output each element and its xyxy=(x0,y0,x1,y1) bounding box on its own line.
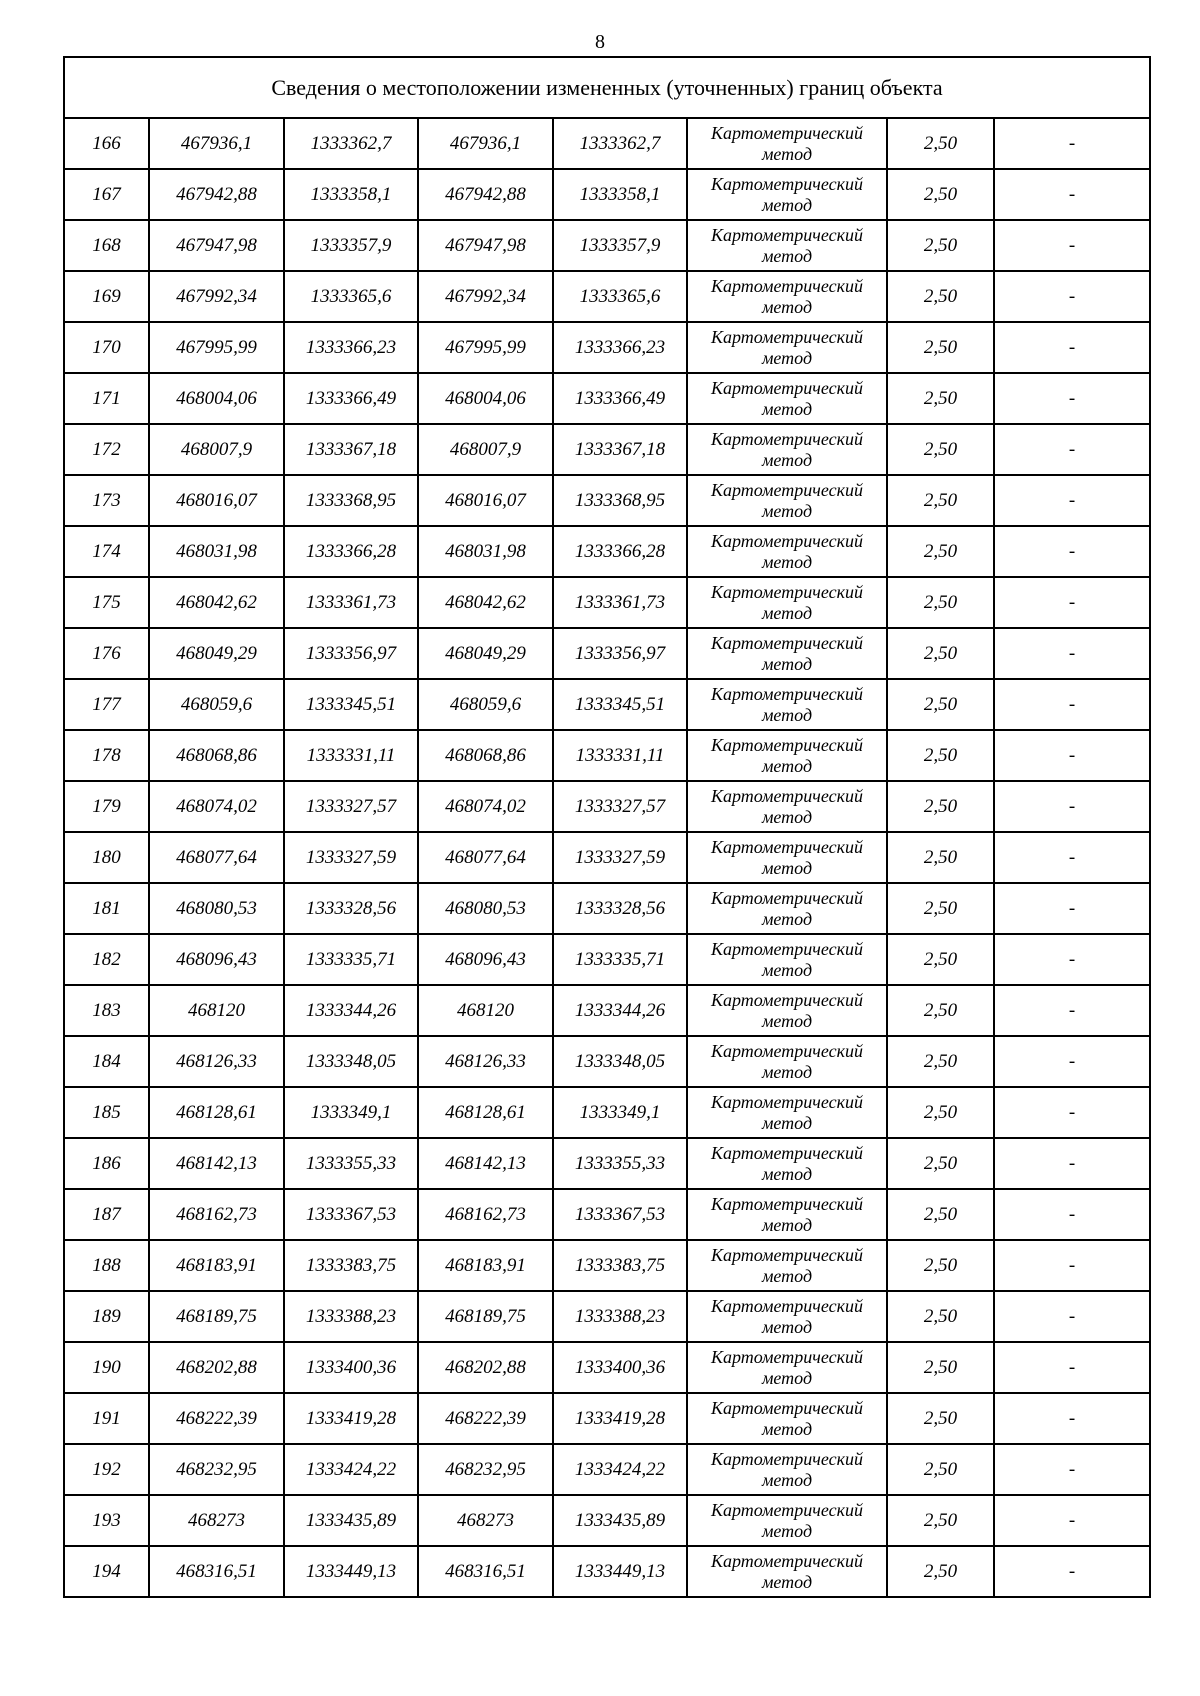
refined-y-cell: 1333327,57 xyxy=(553,781,687,832)
existing-y-cell: 1333348,05 xyxy=(284,1036,418,1087)
accuracy-cell: 2,50 xyxy=(887,985,994,1036)
existing-x-cell: 468142,13 xyxy=(149,1138,284,1189)
refined-y-cell: 1333368,95 xyxy=(553,475,687,526)
point-number-cell: 173 xyxy=(64,475,149,526)
table-row xyxy=(64,1495,1150,1546)
refined-x-cell: 468004,06 xyxy=(418,373,553,424)
existing-x-cell: 468222,39 xyxy=(149,1393,284,1444)
accuracy-cell: 2,50 xyxy=(887,883,994,934)
point-number-cell: 194 xyxy=(64,1546,149,1597)
existing-y-cell: 1333345,51 xyxy=(284,679,418,730)
point-number-cell: 186 xyxy=(64,1138,149,1189)
note-cell: - xyxy=(994,1138,1150,1189)
method-cell: Картометрический метод xyxy=(687,730,887,781)
point-number-cell: 187 xyxy=(64,1189,149,1240)
refined-x-cell: 468007,9 xyxy=(418,424,553,475)
table-row xyxy=(64,934,1150,985)
note-cell: - xyxy=(994,1444,1150,1495)
method-cell: Картометрический метод xyxy=(687,1036,887,1087)
method-cell: Картометрический метод xyxy=(687,1495,887,1546)
existing-y-cell: 1333358,1 xyxy=(284,169,418,220)
accuracy-cell: 2,50 xyxy=(887,1393,994,1444)
method-cell: Картометрический метод xyxy=(687,169,887,220)
refined-x-cell: 468126,33 xyxy=(418,1036,553,1087)
method-cell: Картометрический метод xyxy=(687,1342,887,1393)
existing-y-cell: 1333388,23 xyxy=(284,1291,418,1342)
table-row xyxy=(64,1189,1150,1240)
refined-x-cell: 468316,51 xyxy=(418,1546,553,1597)
table-row xyxy=(64,424,1150,475)
existing-x-cell: 468042,62 xyxy=(149,577,284,628)
table-row xyxy=(64,985,1150,1036)
existing-x-cell: 467947,98 xyxy=(149,220,284,271)
existing-x-cell: 467995,99 xyxy=(149,322,284,373)
point-number-cell: 189 xyxy=(64,1291,149,1342)
point-number-cell: 174 xyxy=(64,526,149,577)
refined-x-cell: 467942,88 xyxy=(418,169,553,220)
method-cell: Картометрический метод xyxy=(687,1240,887,1291)
existing-x-cell: 468059,6 xyxy=(149,679,284,730)
existing-x-cell: 467992,34 xyxy=(149,271,284,322)
point-number-cell: 190 xyxy=(64,1342,149,1393)
table-row xyxy=(64,1393,1150,1444)
note-cell: - xyxy=(994,1087,1150,1138)
accuracy-cell: 2,50 xyxy=(887,526,994,577)
method-cell: Картометрический метод xyxy=(687,1138,887,1189)
refined-y-cell: 1333344,26 xyxy=(553,985,687,1036)
refined-y-cell: 1333327,59 xyxy=(553,832,687,883)
existing-y-cell: 1333331,11 xyxy=(284,730,418,781)
method-cell: Картометрический метод xyxy=(687,475,887,526)
accuracy-cell: 2,50 xyxy=(887,424,994,475)
table-row xyxy=(64,1291,1150,1342)
table-row xyxy=(64,730,1150,781)
refined-x-cell: 468162,73 xyxy=(418,1189,553,1240)
accuracy-cell: 2,50 xyxy=(887,322,994,373)
accuracy-cell: 2,50 xyxy=(887,475,994,526)
refined-y-cell: 1333361,73 xyxy=(553,577,687,628)
table-row xyxy=(64,475,1150,526)
table-row xyxy=(64,1036,1150,1087)
existing-y-cell: 1333435,89 xyxy=(284,1495,418,1546)
refined-y-cell: 1333356,97 xyxy=(553,628,687,679)
note-cell: - xyxy=(994,526,1150,577)
method-cell: Картометрический метод xyxy=(687,424,887,475)
refined-y-cell: 1333362,7 xyxy=(553,118,687,169)
accuracy-cell: 2,50 xyxy=(887,220,994,271)
existing-y-cell: 1333366,49 xyxy=(284,373,418,424)
method-cell: Картометрический метод xyxy=(687,1189,887,1240)
note-cell: - xyxy=(994,628,1150,679)
existing-x-cell: 467936,1 xyxy=(149,118,284,169)
note-cell: - xyxy=(994,1495,1150,1546)
table-row xyxy=(64,169,1150,220)
method-cell: Картометрический метод xyxy=(687,781,887,832)
accuracy-cell: 2,50 xyxy=(887,679,994,730)
existing-y-cell: 1333367,18 xyxy=(284,424,418,475)
table-row xyxy=(64,832,1150,883)
point-number-cell: 183 xyxy=(64,985,149,1036)
existing-x-cell: 468068,86 xyxy=(149,730,284,781)
existing-y-cell: 1333366,28 xyxy=(284,526,418,577)
point-number-cell: 171 xyxy=(64,373,149,424)
note-cell: - xyxy=(994,322,1150,373)
accuracy-cell: 2,50 xyxy=(887,271,994,322)
existing-y-cell: 1333366,23 xyxy=(284,322,418,373)
refined-x-cell: 468120 xyxy=(418,985,553,1036)
method-cell: Картометрический метод xyxy=(687,373,887,424)
method-cell: Картометрический метод xyxy=(687,322,887,373)
existing-y-cell: 1333344,26 xyxy=(284,985,418,1036)
point-number-cell: 181 xyxy=(64,883,149,934)
refined-y-cell: 1333349,1 xyxy=(553,1087,687,1138)
accuracy-cell: 2,50 xyxy=(887,1189,994,1240)
method-cell: Картометрический метод xyxy=(687,1087,887,1138)
refined-y-cell: 1333365,6 xyxy=(553,271,687,322)
existing-y-cell: 1333365,6 xyxy=(284,271,418,322)
table-body xyxy=(64,118,1150,1597)
method-cell: Картометрический метод xyxy=(687,1291,887,1342)
refined-y-cell: 1333348,05 xyxy=(553,1036,687,1087)
refined-x-cell: 468142,13 xyxy=(418,1138,553,1189)
accuracy-cell: 2,50 xyxy=(887,1444,994,1495)
table-row xyxy=(64,1444,1150,1495)
point-number-cell: 179 xyxy=(64,781,149,832)
table-row xyxy=(64,679,1150,730)
method-cell: Картометрический метод xyxy=(687,1444,887,1495)
method-cell: Картометрический метод xyxy=(687,577,887,628)
table-row xyxy=(64,118,1150,169)
table-title-row xyxy=(64,57,1150,118)
existing-y-cell: 1333349,1 xyxy=(284,1087,418,1138)
existing-x-cell: 468126,33 xyxy=(149,1036,284,1087)
refined-x-cell: 468183,91 xyxy=(418,1240,553,1291)
note-cell: - xyxy=(994,832,1150,883)
existing-y-cell: 1333383,75 xyxy=(284,1240,418,1291)
existing-x-cell: 468162,73 xyxy=(149,1189,284,1240)
method-cell: Картометрический метод xyxy=(687,679,887,730)
refined-x-cell: 468232,95 xyxy=(418,1444,553,1495)
point-number-cell: 192 xyxy=(64,1444,149,1495)
accuracy-cell: 2,50 xyxy=(887,1240,994,1291)
existing-y-cell: 1333400,36 xyxy=(284,1342,418,1393)
existing-x-cell: 467942,88 xyxy=(149,169,284,220)
note-cell: - xyxy=(994,1240,1150,1291)
accuracy-cell: 2,50 xyxy=(887,373,994,424)
table-row xyxy=(64,526,1150,577)
existing-y-cell: 1333361,73 xyxy=(284,577,418,628)
existing-x-cell: 468183,91 xyxy=(149,1240,284,1291)
point-number-cell: 178 xyxy=(64,730,149,781)
refined-x-cell: 467947,98 xyxy=(418,220,553,271)
refined-y-cell: 1333355,33 xyxy=(553,1138,687,1189)
note-cell: - xyxy=(994,1291,1150,1342)
note-cell: - xyxy=(994,424,1150,475)
table-row xyxy=(64,577,1150,628)
accuracy-cell: 2,50 xyxy=(887,118,994,169)
existing-x-cell: 468316,51 xyxy=(149,1546,284,1597)
page-number: 8 xyxy=(595,31,605,53)
refined-y-cell: 1333357,9 xyxy=(553,220,687,271)
existing-y-cell: 1333357,9 xyxy=(284,220,418,271)
note-cell: - xyxy=(994,1189,1150,1240)
accuracy-cell: 2,50 xyxy=(887,169,994,220)
existing-y-cell: 1333328,56 xyxy=(284,883,418,934)
existing-y-cell: 1333424,22 xyxy=(284,1444,418,1495)
existing-x-cell: 468031,98 xyxy=(149,526,284,577)
existing-y-cell: 1333356,97 xyxy=(284,628,418,679)
refined-y-cell: 1333366,49 xyxy=(553,373,687,424)
method-cell: Картометрический метод xyxy=(687,118,887,169)
accuracy-cell: 2,50 xyxy=(887,628,994,679)
refined-y-cell: 1333331,11 xyxy=(553,730,687,781)
accuracy-cell: 2,50 xyxy=(887,1138,994,1189)
point-number-cell: 175 xyxy=(64,577,149,628)
table-row xyxy=(64,883,1150,934)
accuracy-cell: 2,50 xyxy=(887,1342,994,1393)
refined-x-cell: 468222,39 xyxy=(418,1393,553,1444)
refined-y-cell: 1333366,28 xyxy=(553,526,687,577)
refined-x-cell: 467992,34 xyxy=(418,271,553,322)
refined-y-cell: 1333435,89 xyxy=(553,1495,687,1546)
boundary-coordinates-table xyxy=(63,56,1151,1598)
note-cell: - xyxy=(994,271,1150,322)
point-number-cell: 191 xyxy=(64,1393,149,1444)
accuracy-cell: 2,50 xyxy=(887,1087,994,1138)
method-cell: Картометрический метод xyxy=(687,883,887,934)
refined-y-cell: 1333419,28 xyxy=(553,1393,687,1444)
note-cell: - xyxy=(994,220,1150,271)
refined-x-cell: 468096,43 xyxy=(418,934,553,985)
note-cell: - xyxy=(994,169,1150,220)
note-cell: - xyxy=(994,985,1150,1036)
point-number-cell: 177 xyxy=(64,679,149,730)
existing-x-cell: 468080,53 xyxy=(149,883,284,934)
existing-y-cell: 1333327,59 xyxy=(284,832,418,883)
refined-x-cell: 468077,64 xyxy=(418,832,553,883)
existing-y-cell: 1333368,95 xyxy=(284,475,418,526)
note-cell: - xyxy=(994,934,1150,985)
point-number-cell: 168 xyxy=(64,220,149,271)
existing-x-cell: 468232,95 xyxy=(149,1444,284,1495)
refined-y-cell: 1333449,13 xyxy=(553,1546,687,1597)
table-row xyxy=(64,781,1150,832)
existing-y-cell: 1333367,53 xyxy=(284,1189,418,1240)
accuracy-cell: 2,50 xyxy=(887,1036,994,1087)
existing-x-cell: 468049,29 xyxy=(149,628,284,679)
refined-x-cell: 468031,98 xyxy=(418,526,553,577)
existing-x-cell: 468077,64 xyxy=(149,832,284,883)
table-row xyxy=(64,628,1150,679)
existing-x-cell: 468120 xyxy=(149,985,284,1036)
refined-y-cell: 1333358,1 xyxy=(553,169,687,220)
refined-x-cell: 468080,53 xyxy=(418,883,553,934)
refined-x-cell: 468068,86 xyxy=(418,730,553,781)
existing-y-cell: 1333327,57 xyxy=(284,781,418,832)
refined-y-cell: 1333328,56 xyxy=(553,883,687,934)
accuracy-cell: 2,50 xyxy=(887,1291,994,1342)
refined-x-cell: 467936,1 xyxy=(418,118,553,169)
note-cell: - xyxy=(994,781,1150,832)
point-number-cell: 182 xyxy=(64,934,149,985)
note-cell: - xyxy=(994,1342,1150,1393)
note-cell: - xyxy=(994,475,1150,526)
point-number-cell: 167 xyxy=(64,169,149,220)
accuracy-cell: 2,50 xyxy=(887,730,994,781)
existing-x-cell: 468074,02 xyxy=(149,781,284,832)
table-row xyxy=(64,1138,1150,1189)
note-cell: - xyxy=(994,883,1150,934)
existing-x-cell: 468128,61 xyxy=(149,1087,284,1138)
point-number-cell: 170 xyxy=(64,322,149,373)
table-row xyxy=(64,271,1150,322)
method-cell: Картометрический метод xyxy=(687,1393,887,1444)
refined-y-cell: 1333335,71 xyxy=(553,934,687,985)
table-title: Сведения о местоположении измененных (уточненных) границ объекта xyxy=(64,57,1150,118)
table-row xyxy=(64,1087,1150,1138)
table-row xyxy=(64,373,1150,424)
point-number-cell: 193 xyxy=(64,1495,149,1546)
method-cell: Картометрический метод xyxy=(687,832,887,883)
point-number-cell: 166 xyxy=(64,118,149,169)
point-number-cell: 172 xyxy=(64,424,149,475)
refined-y-cell: 1333367,53 xyxy=(553,1189,687,1240)
refined-x-cell: 468042,62 xyxy=(418,577,553,628)
existing-x-cell: 468016,07 xyxy=(149,475,284,526)
method-cell: Картометрический метод xyxy=(687,271,887,322)
note-cell: - xyxy=(994,1546,1150,1597)
existing-x-cell: 468007,9 xyxy=(149,424,284,475)
accuracy-cell: 2,50 xyxy=(887,577,994,628)
refined-x-cell: 468059,6 xyxy=(418,679,553,730)
point-number-cell: 180 xyxy=(64,832,149,883)
method-cell: Картометрический метод xyxy=(687,526,887,577)
note-cell: - xyxy=(994,577,1150,628)
refined-x-cell: 468202,88 xyxy=(418,1342,553,1393)
accuracy-cell: 2,50 xyxy=(887,832,994,883)
existing-x-cell: 468004,06 xyxy=(149,373,284,424)
refined-y-cell: 1333345,51 xyxy=(553,679,687,730)
existing-y-cell: 1333362,7 xyxy=(284,118,418,169)
refined-y-cell: 1333400,36 xyxy=(553,1342,687,1393)
refined-y-cell: 1333383,75 xyxy=(553,1240,687,1291)
note-cell: - xyxy=(994,1036,1150,1087)
note-cell: - xyxy=(994,679,1150,730)
refined-x-cell: 468074,02 xyxy=(418,781,553,832)
note-cell: - xyxy=(994,730,1150,781)
note-cell: - xyxy=(994,118,1150,169)
table-row xyxy=(64,322,1150,373)
refined-y-cell: 1333367,18 xyxy=(553,424,687,475)
point-number-cell: 169 xyxy=(64,271,149,322)
existing-y-cell: 1333355,33 xyxy=(284,1138,418,1189)
point-number-cell: 176 xyxy=(64,628,149,679)
method-cell: Картометрический метод xyxy=(687,220,887,271)
note-cell: - xyxy=(994,1393,1150,1444)
accuracy-cell: 2,50 xyxy=(887,934,994,985)
table-row xyxy=(64,1240,1150,1291)
existing-x-cell: 468096,43 xyxy=(149,934,284,985)
existing-x-cell: 468202,88 xyxy=(149,1342,284,1393)
refined-x-cell: 468128,61 xyxy=(418,1087,553,1138)
refined-x-cell: 467995,99 xyxy=(418,322,553,373)
refined-x-cell: 468049,29 xyxy=(418,628,553,679)
method-cell: Картометрический метод xyxy=(687,628,887,679)
existing-y-cell: 1333419,28 xyxy=(284,1393,418,1444)
note-cell: - xyxy=(994,373,1150,424)
existing-x-cell: 468273 xyxy=(149,1495,284,1546)
point-number-cell: 188 xyxy=(64,1240,149,1291)
refined-y-cell: 1333366,23 xyxy=(553,322,687,373)
method-cell: Картометрический метод xyxy=(687,985,887,1036)
method-cell: Картометрический метод xyxy=(687,934,887,985)
refined-y-cell: 1333388,23 xyxy=(553,1291,687,1342)
table-row xyxy=(64,220,1150,271)
table-row xyxy=(64,1342,1150,1393)
existing-y-cell: 1333449,13 xyxy=(284,1546,418,1597)
accuracy-cell: 2,50 xyxy=(887,1495,994,1546)
refined-x-cell: 468273 xyxy=(418,1495,553,1546)
refined-y-cell: 1333424,22 xyxy=(553,1444,687,1495)
accuracy-cell: 2,50 xyxy=(887,781,994,832)
table-row xyxy=(64,1546,1150,1597)
accuracy-cell: 2,50 xyxy=(887,1546,994,1597)
existing-y-cell: 1333335,71 xyxy=(284,934,418,985)
point-number-cell: 185 xyxy=(64,1087,149,1138)
refined-x-cell: 468189,75 xyxy=(418,1291,553,1342)
refined-x-cell: 468016,07 xyxy=(418,475,553,526)
point-number-cell: 184 xyxy=(64,1036,149,1087)
method-cell: Картометрический метод xyxy=(687,1546,887,1597)
existing-x-cell: 468189,75 xyxy=(149,1291,284,1342)
